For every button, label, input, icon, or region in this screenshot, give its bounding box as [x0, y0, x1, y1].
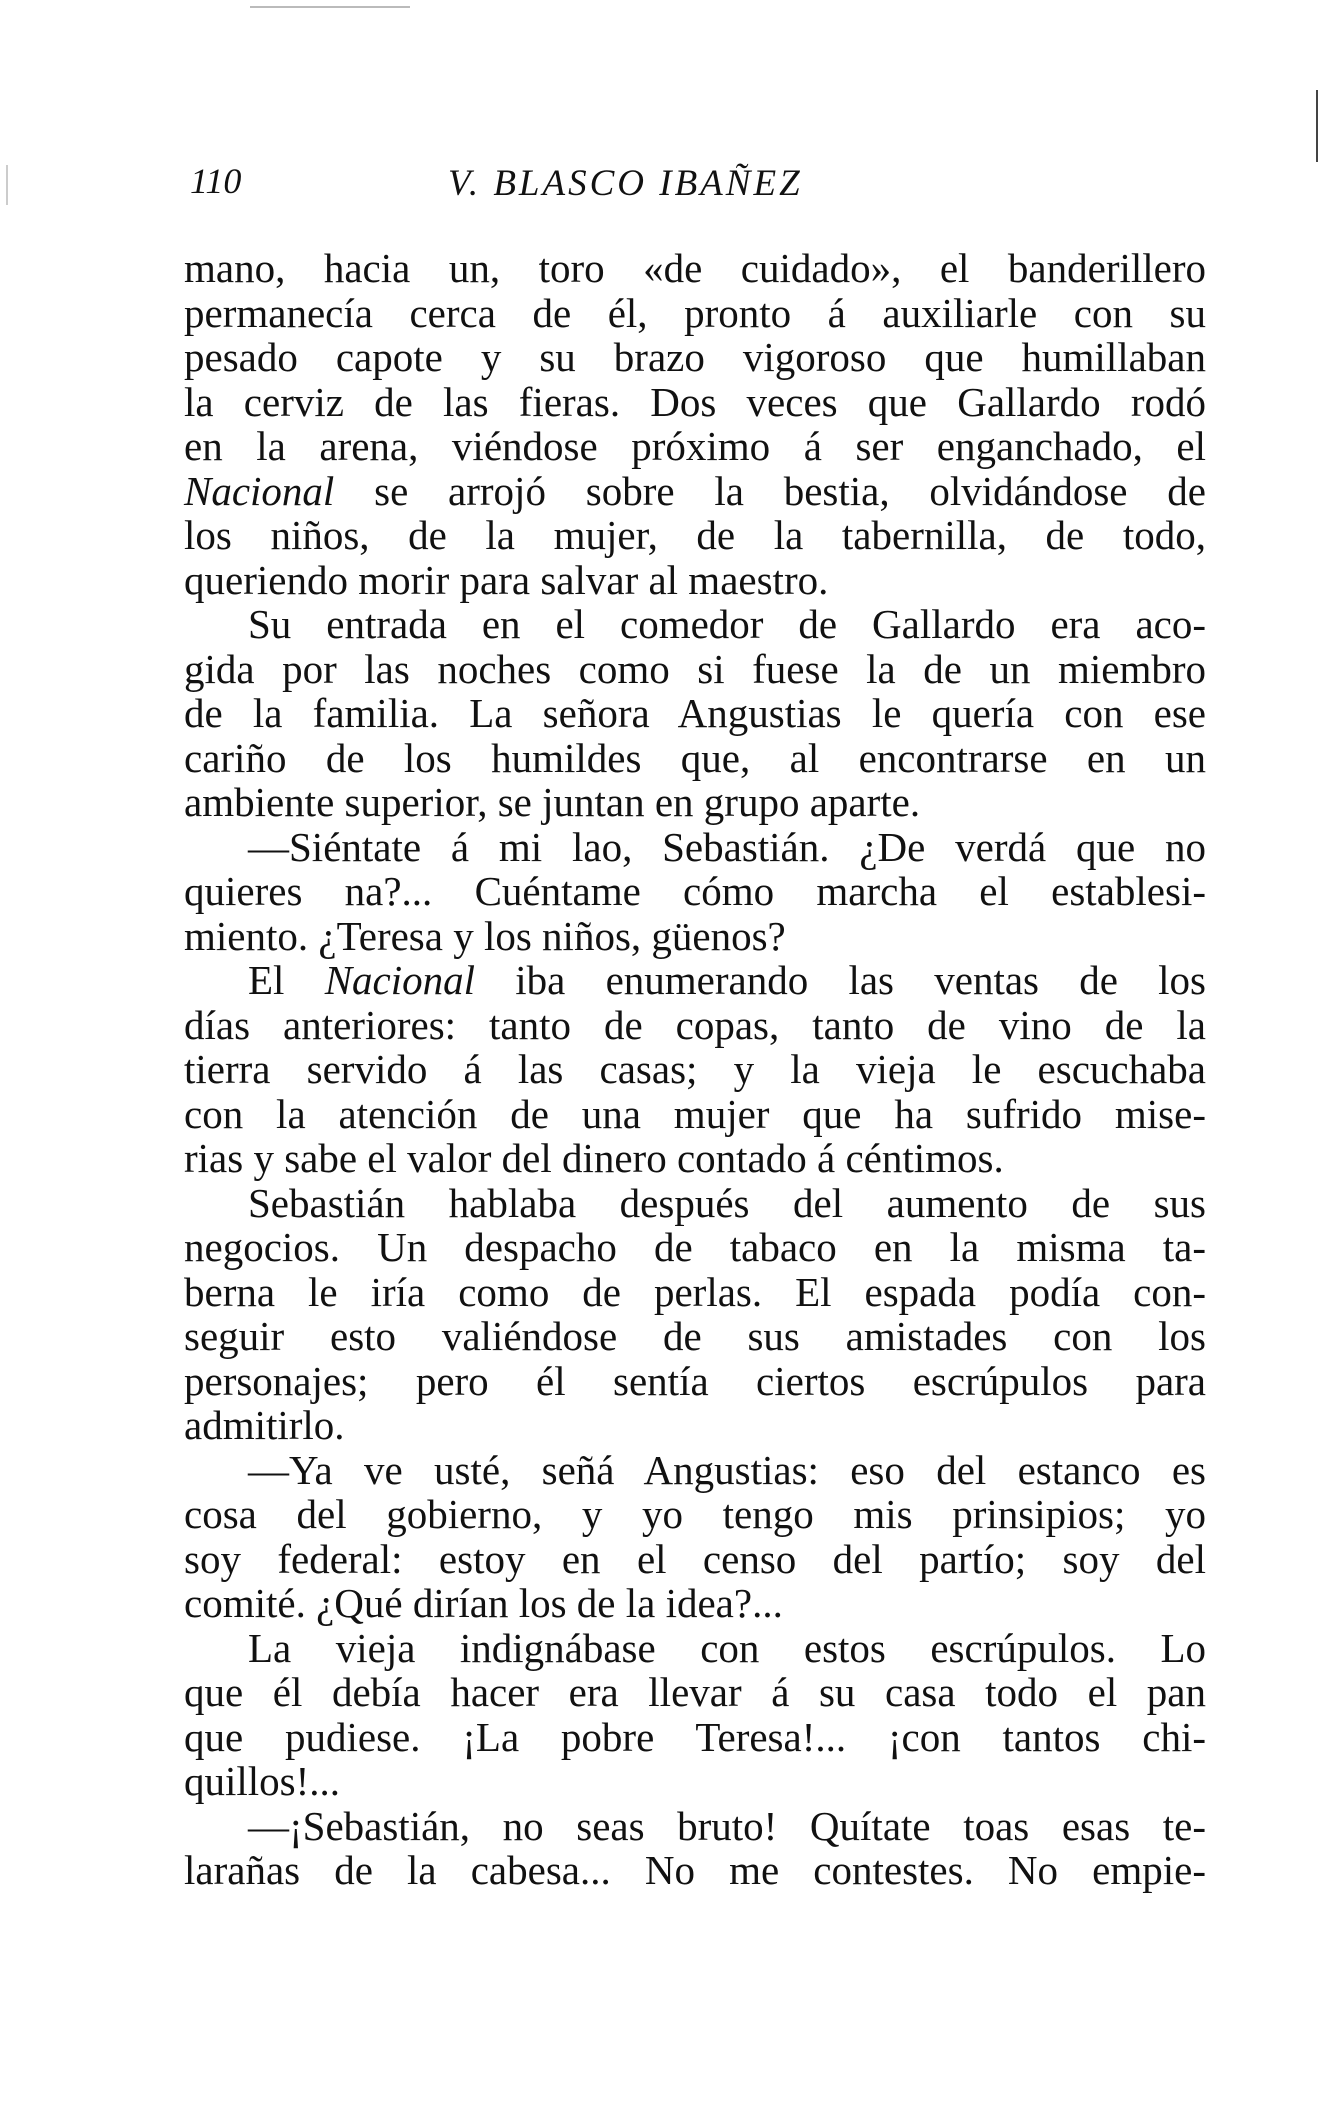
paragraph — [184, 602, 1206, 825]
text-line: con la atención de una mujer que ha sufrido mise- — [184, 1090, 1206, 1137]
text-line: Sebastián hablaba después del aumento de sus — [248, 1179, 1206, 1226]
text-line: rias y sabe el valor del dinero contado á céntimos. — [184, 1135, 1004, 1181]
text-line: días anteriores: tanto de copas, tanto de vino de la — [184, 1001, 1206, 1048]
text-line: —¡Sebastián, no seas bruto! Quítate toas esas te- — [248, 1802, 1206, 1849]
text-line: los niños, de la mujer, de la tabernilla, de todo, — [184, 512, 1206, 558]
text-line: Su entrada en el comedor de Gallardo era aco- — [248, 601, 1206, 647]
text-line: en la arena, viéndose próximo á ser enganchado, el — [184, 423, 1206, 469]
text-line: quieres na?... Cuéntame cómo marcha el establesi- — [184, 868, 1206, 914]
text-line: larañas de la cabesa... No me contestes. No empie- — [184, 1847, 1206, 1893]
paragraph — [184, 825, 1206, 959]
text-line: —Ya ve usté, señá Angustias: eso del estanco es — [248, 1446, 1206, 1493]
text-line: que pudiese. ¡La pobre Teresa!... ¡con tantos chi- — [184, 1713, 1206, 1760]
body-text — [184, 246, 1206, 1893]
text-line: La vieja indignábase con estos escrúpulos. Lo — [248, 1624, 1206, 1671]
text-line: —Siéntate á mi lao, Sebastián. ¿De verdá que no — [248, 823, 1206, 870]
text-line: quillos!... — [184, 1758, 341, 1804]
text-line: berna le iría como de perlas. El espada podía con- — [184, 1268, 1206, 1315]
text-line: ambiente superior, se juntan en grupo aparte. — [184, 779, 921, 825]
text-line: cariño de los humildes que, al encontrarse en un — [184, 734, 1206, 781]
paragraph — [184, 1626, 1206, 1804]
paragraph — [184, 958, 1206, 1181]
paragraph — [184, 246, 1206, 602]
text-line: tierra servido á las casas; y la vieja le escuchaba — [184, 1046, 1206, 1092]
text-line: comité. ¿Qué dirían los de la idea?... — [184, 1580, 783, 1626]
text-line: gida por las noches como si fuese la de un miembro — [184, 645, 1206, 692]
text-line: admitirlo. — [184, 1402, 345, 1448]
text-line: seguir esto valiéndose de sus amistades con los — [184, 1313, 1206, 1359]
scan-artifact-mark — [1316, 90, 1318, 162]
running-head: V. BLASCO IBAÑEZ — [448, 163, 803, 204]
text-line: cosa del gobierno, y yo tengo mis prinsipios; yo — [184, 1491, 1206, 1537]
scan-artifact-line — [250, 6, 410, 8]
text-line: Nacional se arrojó sobre la bestia, olvidándose de — [184, 467, 1206, 514]
text-line: de la familia. La señora Angustias le quería con ese — [184, 690, 1206, 736]
text-line: queriendo morir para salvar al maestro. — [184, 556, 829, 603]
text-line: personajes; pero él sentía ciertos escrúpulos para — [184, 1357, 1206, 1404]
scan-artifact-mark — [6, 165, 8, 205]
italic-name: Nacional — [184, 467, 335, 514]
paragraph — [184, 1448, 1206, 1626]
paragraph — [184, 1804, 1206, 1893]
text-line: El Nacional iba enumerando las ventas de los — [248, 957, 1207, 1003]
text-line: que él debía hacer era llevar á su casa todo el pan — [184, 1669, 1206, 1715]
page-number: 110 — [190, 161, 242, 201]
text-line: permanecía cerca de él, pronto á auxiliarle con su — [184, 289, 1206, 336]
text-line: la cerviz de las fieras. Dos veces que Gallardo rodó — [184, 378, 1206, 425]
text-line: mano, hacia un, toro «de cuidado», el banderillero — [184, 245, 1206, 291]
text-line: miento. ¿Teresa y los niños, güenos? — [184, 912, 786, 959]
italic-name: Nacional — [324, 957, 476, 1003]
text-line: negocios. Un despacho de tabaco en la misma ta- — [184, 1224, 1206, 1270]
text-line: soy federal: estoy en el censo del partío; soy del — [184, 1535, 1206, 1582]
text-line: pesado capote y su brazo vigoroso que humillaban — [184, 334, 1206, 380]
paragraph — [184, 1181, 1206, 1448]
